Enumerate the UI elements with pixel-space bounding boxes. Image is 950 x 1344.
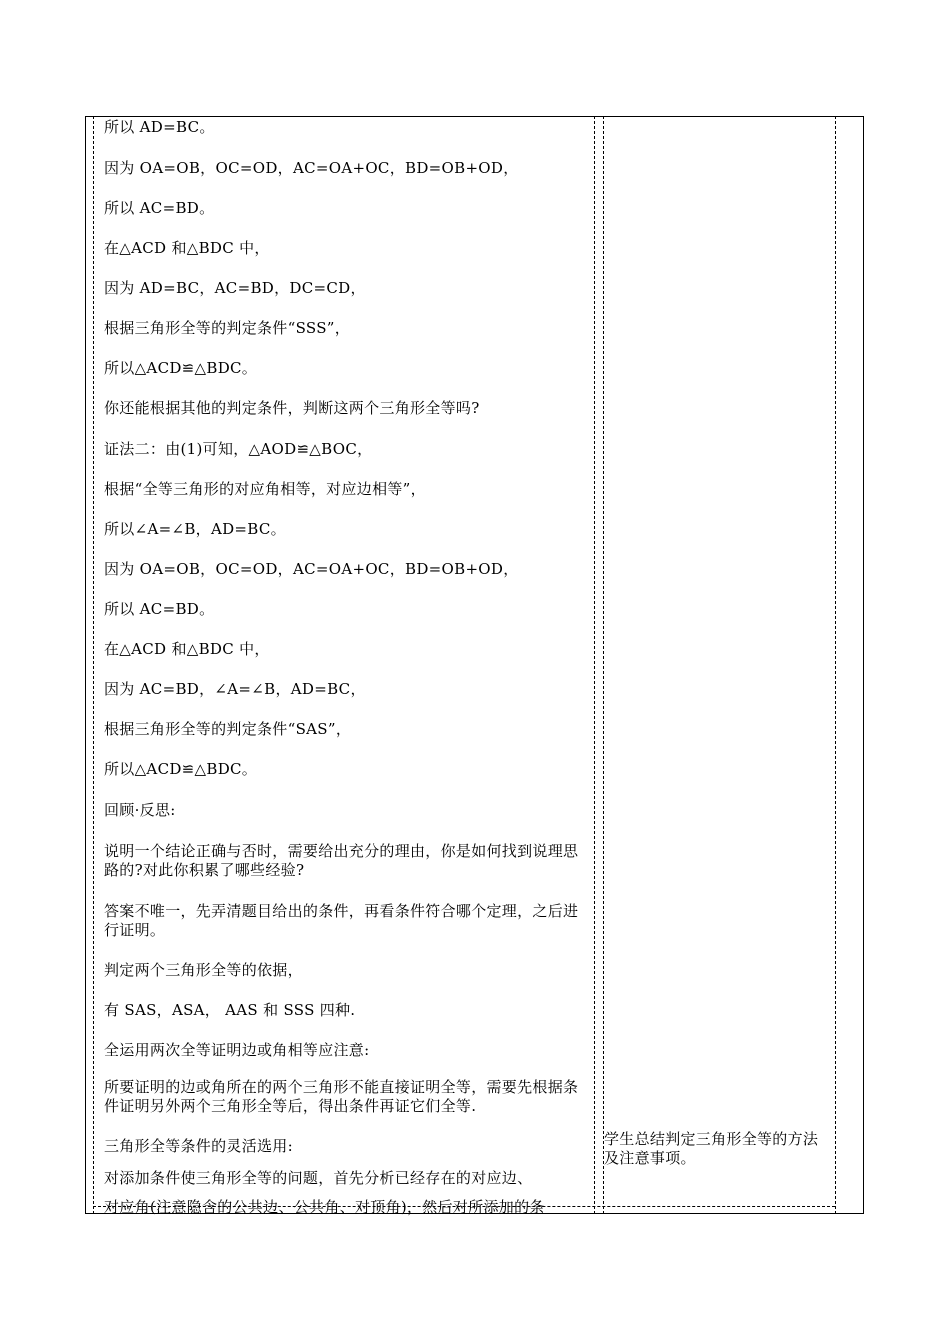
text-paragraph: 所要证明的边或角所在的两个三角形不能直接证明全等，需要先根据条件证明另外两个三角形全等后，得出条件再证它们全等. xyxy=(104,1078,579,1115)
text-line: 因为 OA=OB，OC=OD，AC=OA+OC，BD=OB+OD， xyxy=(104,159,519,177)
text-paragraph: 说明一个结论正确与否时，需要给出充分的理由，你是如何找到说理思路的?对此你积累了哪些经验? xyxy=(104,842,579,879)
text-line: 因为 AC=BD，∠A=∠B，AD=BC， xyxy=(104,680,366,698)
text-line: 所以∠A=∠B，AD=BC。 xyxy=(104,520,286,538)
text-line: 在△ACD 和△BDC 中， xyxy=(104,640,270,658)
text-line: 所以 AD=BC。 xyxy=(104,118,215,136)
text-line: 三角形全等条件的灵活选用: xyxy=(104,1137,293,1155)
text-line: 根据“全等三角形的对应角相等，对应边相等”， xyxy=(104,480,426,498)
text-line: 所以 AC=BD。 xyxy=(104,600,215,618)
text-line: 回顾·反思: xyxy=(104,801,176,819)
column-divider-dashed xyxy=(594,116,595,1214)
text-paragraph: 答案不唯一，先弄清题目给出的条件，再看条件符合哪个定理，之后进行证明。 xyxy=(104,902,579,939)
text-line: 在△ACD 和△BDC 中， xyxy=(104,239,270,257)
text-line: 判定两个三角形全等的依据， xyxy=(104,961,303,979)
top-dashed-border xyxy=(93,116,835,117)
side-note: 学生总结判定三角形全等的方法及注意事项。 xyxy=(604,1130,819,1167)
text-line: 根据三角形全等的判定条件“SAS”， xyxy=(104,720,352,738)
text-line: 对应角(注意隐含的公共边、公共角、对顶角)，然后对所添加的条 xyxy=(104,1198,545,1216)
text-line: 根据三角形全等的判定条件“SSS”， xyxy=(104,319,351,337)
text-line: 证法二：由(1)可知，△AOD≌△BOC， xyxy=(104,440,373,458)
text-line: 所以△ACD≌△BDC。 xyxy=(104,359,258,377)
text-line: 全运用两次全等证明边或角相等应注意: xyxy=(104,1041,370,1059)
left-dashed-border xyxy=(93,116,94,1214)
text-line: 所以△ACD≌△BDC。 xyxy=(104,760,258,778)
text-line: 对添加条件使三角形全等的问题，首先分析已经存在的对应边、 xyxy=(104,1169,533,1187)
side-note-column xyxy=(604,1130,828,1168)
text-line: 因为 AD=BC，AC=BD，DC=CD， xyxy=(104,279,366,297)
right-dashed-border xyxy=(835,116,836,1214)
text-line: 所以 AC=BD。 xyxy=(104,199,215,217)
text-line: 你还能根据其他的判定条件，判断这两个三角形全等吗? xyxy=(104,399,480,417)
text-line: 有 SAS，ASA， AAS 和 SSS 四种. xyxy=(104,1001,356,1019)
column-divider-inner xyxy=(603,116,604,1214)
text-line: 因为 OA=OB，OC=OD，AC=OA+OC，BD=OB+OD， xyxy=(104,560,519,578)
